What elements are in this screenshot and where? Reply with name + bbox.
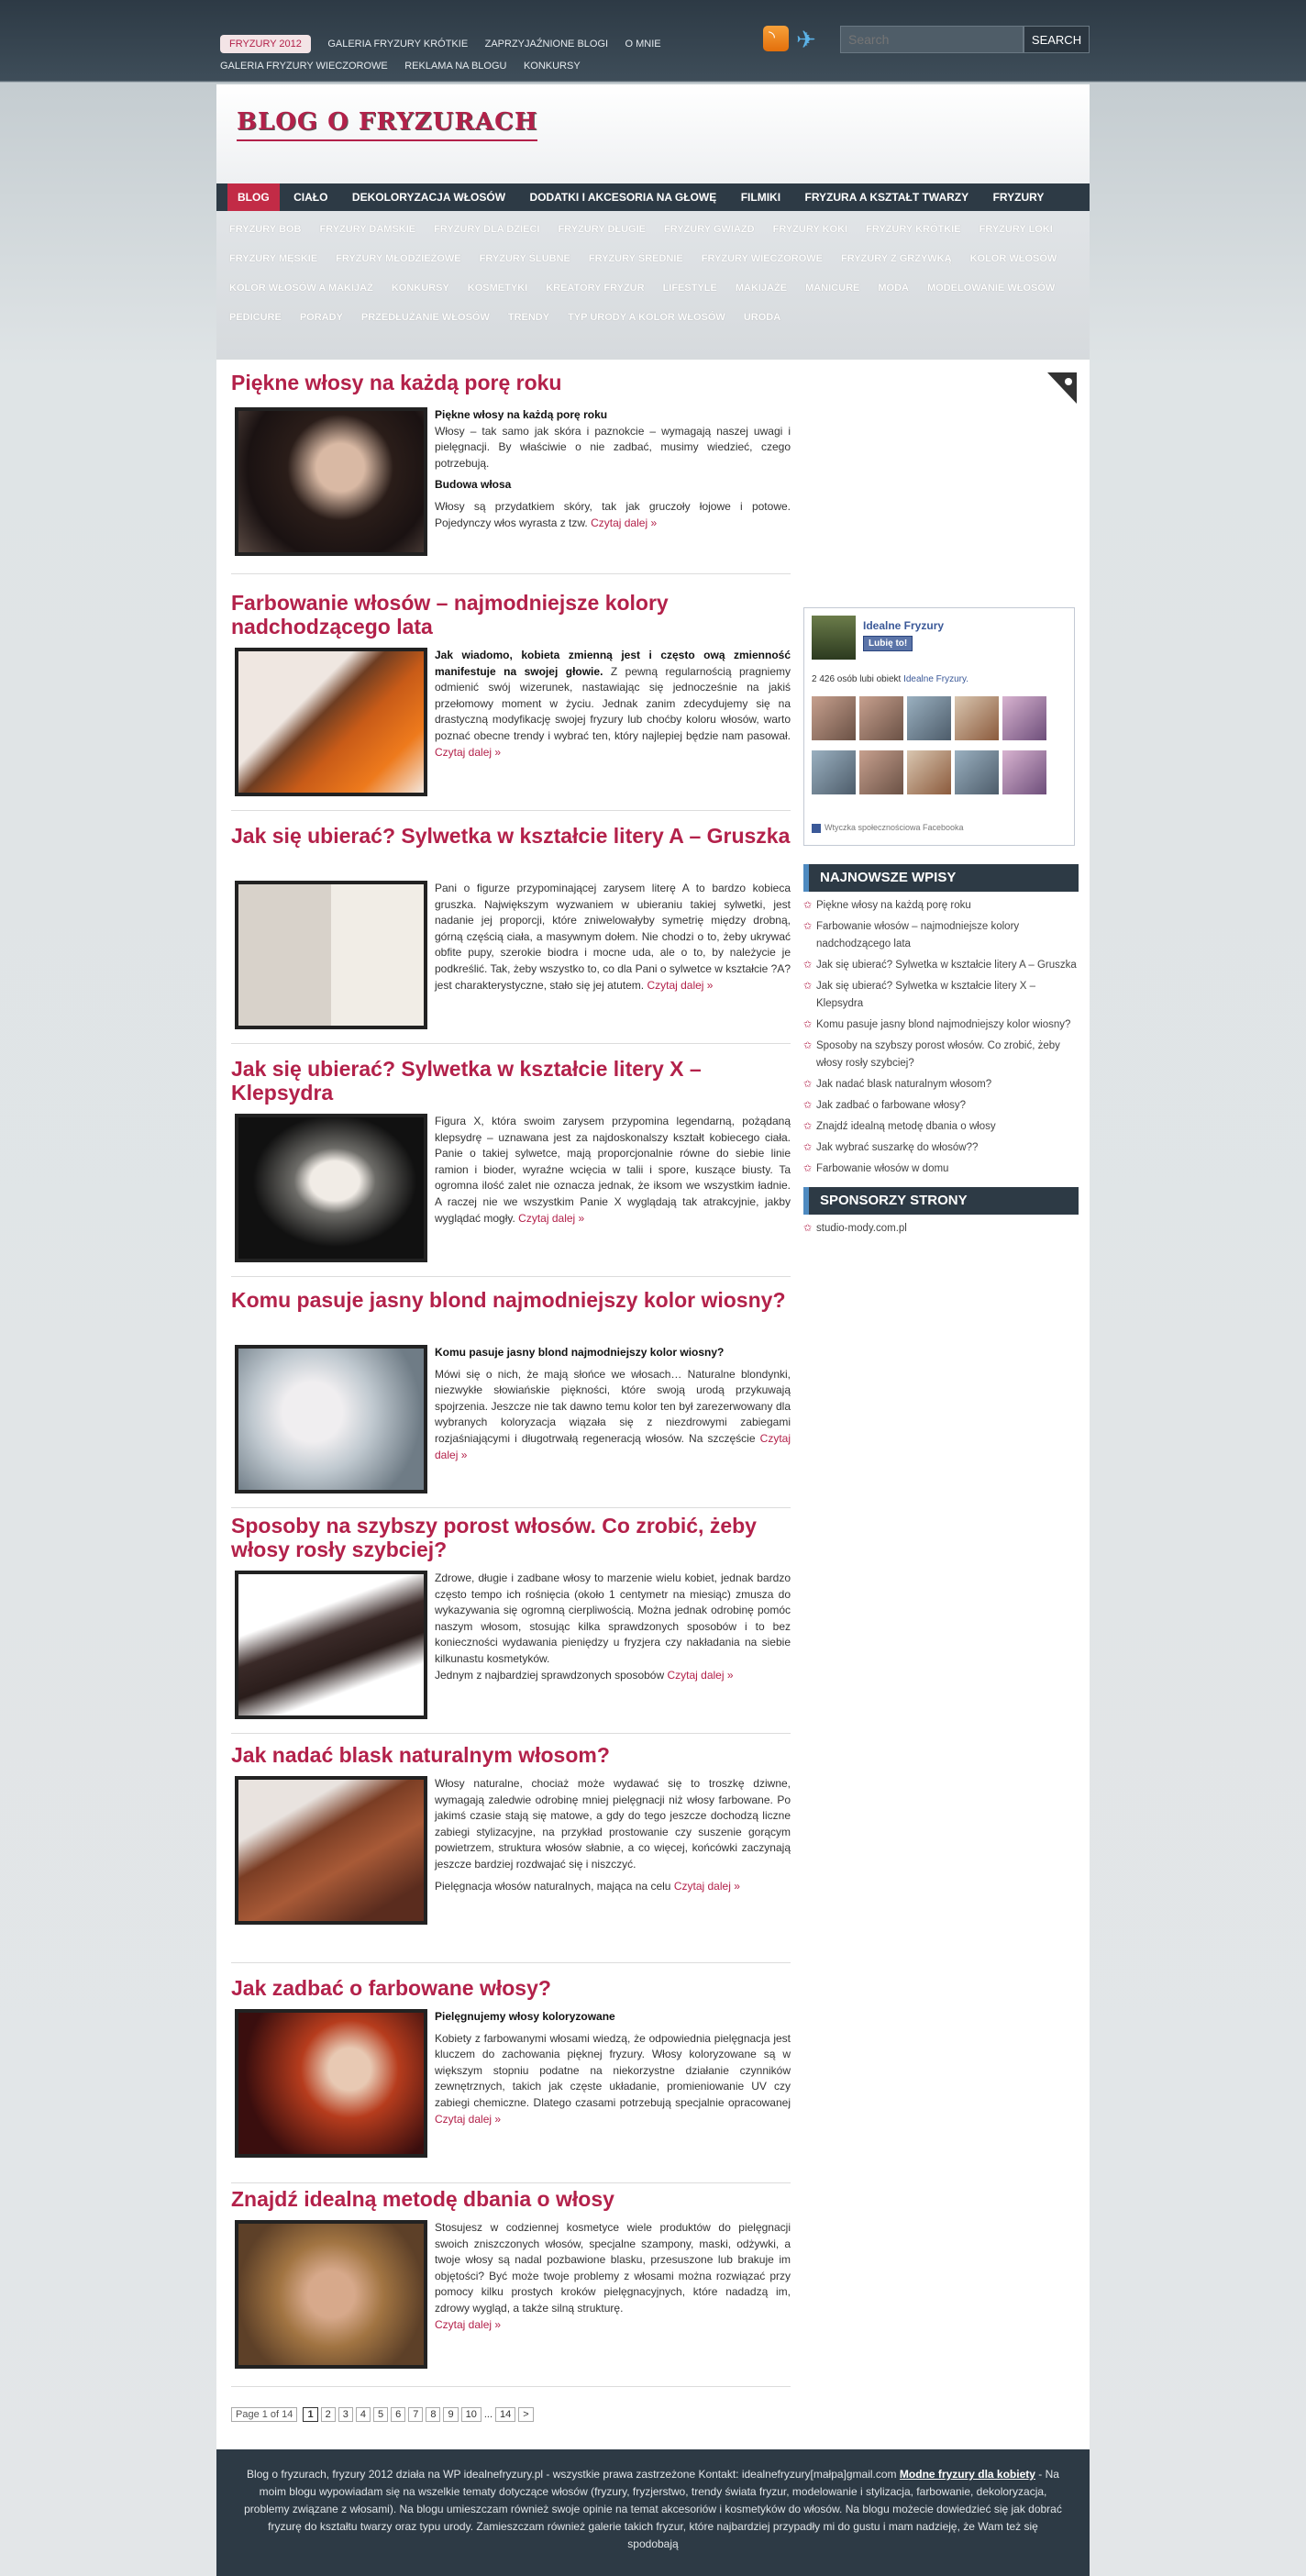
subnav-item[interactable]: FRYZURY MĘSKIE	[229, 253, 318, 264]
facebook-plugin-label: Wtyczka społecznościowa Facebooka	[825, 823, 964, 832]
post-thumbnail[interactable]	[235, 648, 427, 796]
recent-post-link[interactable]: ✩ Piękne włosy na każdą porę roku	[803, 897, 1079, 915]
post-body: Z pewną regularnością pragniemy odmienić swój wizerunek, nastawiając się jednocześnie na jakiś przełomowy moment w życiu. Jednak zanim zdecydujemy się na drastyczną modyfikację swojej fryzury lub choćby koloru włosów, warto poznać obecne trendy i wybrać ten, który najlepiej będzie nam pasował.	[435, 664, 791, 742]
subnav-item[interactable]: PEDICURE	[229, 312, 282, 323]
site-header	[216, 84, 1090, 183]
footer-link[interactable]: Modne fryzury dla kobiety	[899, 2468, 1035, 2481]
rss-icon[interactable]	[763, 26, 789, 51]
fan-avatar[interactable]	[1002, 750, 1046, 794]
sponsors-widget	[803, 1187, 1079, 1238]
post-item	[231, 591, 791, 811]
primary-nav	[216, 183, 1090, 211]
nav-dekoloryzacja[interactable]: DEKOLORYZACJA WŁOSÓW	[351, 191, 506, 204]
post-excerpt	[435, 2220, 791, 2338]
pagination	[231, 2407, 537, 2422]
post-lead: Jak wiadomo, kobieta zmienną jest i często ową zmienność manifestuje na swojej głowie.	[435, 649, 791, 678]
post-title[interactable]: Komu pasuje jasny blond najmodniejszy kolor wiosny?	[231, 1288, 786, 1312]
recent-post-link[interactable]: ✩ Sposoby na szybszy porost włosów. Co zrobić, żeby włosy rosły szybciej?	[803, 1038, 1079, 1072]
top-bar	[216, 26, 1090, 81]
post-body: Mówi się o nich, że mają słońce we włosach… Naturalne blondynki, niezwykłe słowiańskie piękności, które swoją urodą przykuwają spojrzenia. Jeszcze nie tak dawno temu kolor ten był zarezerwowany dla wybranych koloryzacja wiązała się z niezdrowymi zabiegami rozjaśniającymi i długotrwałą regeneracją włosów. Na szczęście	[435, 1367, 791, 1445]
post-excerpt	[435, 2009, 791, 2133]
post-thumbnail[interactable]	[235, 1776, 427, 1925]
post-lead: Pielęgnujemy włosy koloryzowane	[435, 2010, 615, 2023]
post-body: Figura X, która swoim zarysem przypomina legendarną, pożądaną klepsydrę – uznawana jest za najdoskonalszy kształt kobiecego ciała. Panie o takiej sylwetce, mają proporcjonalnie równe do siebie linie ramion i bioder, wyraźne wcięcia w talii i spore, kuszące biusty. Ta ogromna ilość zalet nie oznacza jednak, że iksom we wszystkim ładnie. A raczej nie we wszystkim Panie X wyglądają tak atrakcyjnie, jakby wyglądać mogły.	[435, 1115, 791, 1225]
post-excerpt	[435, 407, 791, 537]
subnav-item[interactable]: URODA	[743, 312, 781, 323]
post-title[interactable]: Jak nadać blask naturalnym włosom?	[231, 1743, 610, 1767]
read-more-link[interactable]: Czytaj dalej »	[667, 1668, 734, 1682]
post-excerpt	[435, 1776, 791, 1900]
subnav-item[interactable]: FRYZURY MŁODZIEŻOWE	[336, 253, 461, 264]
social-icons	[763, 26, 824, 53]
subnav-item[interactable]: FRYZURY DLA DZIECI	[434, 224, 540, 235]
fan-avatar[interactable]	[1002, 696, 1046, 740]
pagination-page[interactable]: 4	[356, 2407, 371, 2422]
post-title[interactable]: Znajdź idealną metodę dbania o włosy	[231, 2187, 614, 2211]
read-more-link[interactable]: Czytaj dalej »	[435, 2317, 502, 2331]
post-body: Włosy – tak samo jak skóra i paznokcie – wymagają naszej uwagi i pielęgnacji. By właściwie o nie zadbać, musimy wiedzieć, czego potrzebują.	[435, 424, 791, 470]
site-footer	[216, 2449, 1090, 2576]
post-title[interactable]: Jak się ubierać? Sylwetka w kształcie litery X – Klepsydra	[231, 1057, 702, 1105]
read-more-link[interactable]: Czytaj dalej »	[591, 516, 658, 529]
fan-avatar[interactable]	[907, 750, 951, 794]
recent-posts-widget	[803, 864, 1079, 1178]
facebook-count-text: 2 426 osób lubi obiekt	[812, 674, 902, 684]
topnav-fryzury-2012[interactable]: FRYZURY 2012	[220, 35, 311, 53]
read-more-link[interactable]: Czytaj dalej »	[647, 978, 714, 992]
recent-post-link[interactable]: ✩ Farbowanie włosów w domu	[803, 1160, 1079, 1178]
nav-cialo[interactable]: CIAŁO	[293, 191, 328, 204]
fan-avatar[interactable]	[907, 696, 951, 740]
subnav-item[interactable]: MODELOWANIE WŁOSÓW	[926, 283, 1056, 294]
topnav-konkursy[interactable]: KONKURSY	[523, 61, 581, 72]
nav-dodatki[interactable]: DODATKI I AKCESORIA NA GŁOWĘ	[529, 191, 717, 204]
post-excerpt	[435, 881, 791, 999]
topnav-galeria-krotkie[interactable]: GALERIA FRYZURY KRÓTKIE	[327, 39, 469, 50]
post-item	[231, 1976, 791, 2183]
sidebar	[803, 607, 1079, 1241]
post-thumbnail[interactable]	[235, 881, 427, 1029]
post-thumbnail[interactable]	[235, 1345, 427, 1493]
site-logo[interactable]: BLOG O FRYZURACH	[237, 108, 538, 136]
read-more-link[interactable]: Czytaj dalej »	[435, 1431, 791, 1461]
post-title[interactable]: Jak zadbać o farbowane włosy?	[231, 1976, 551, 2000]
recent-post-link[interactable]: ✩ Znajdź idealną metodę dbania o włosy	[803, 1118, 1079, 1136]
post-title[interactable]: Sposoby na szybszy porost włosów. Co zrobić, żeby włosy rosły szybciej?	[231, 1514, 757, 1561]
post-item	[231, 1743, 791, 1963]
recent-post-link[interactable]: ✩ Jak nadać blask naturalnym włosom?	[803, 1076, 1079, 1094]
post-thumbnail[interactable]	[235, 407, 427, 556]
recent-post-link[interactable]: ✩ Jak się ubierać? Sylwetka w kształcie litery X – Klepsydra	[803, 978, 1079, 1013]
post-item	[231, 1514, 791, 1734]
topnav-reklama[interactable]: REKLAMA NA BLOGU	[404, 61, 507, 72]
nav-fryzura-ksztalt[interactable]: FRYZURA A KSZTAŁT TWARZY	[804, 191, 969, 204]
pagination-page[interactable]: 9	[443, 2407, 458, 2422]
pagination-page[interactable]: 7	[408, 2407, 423, 2422]
read-more-link[interactable]: Czytaj dalej »	[518, 1211, 585, 1225]
search-input[interactable]	[840, 26, 1024, 53]
post-thumbnail[interactable]	[235, 2009, 427, 2158]
recent-post-link[interactable]: ✩ Jak się ubierać? Sylwetka w kształcie litery A – Gruszka	[803, 957, 1079, 974]
post-thumbnail[interactable]	[235, 2220, 427, 2369]
fan-avatar[interactable]	[812, 750, 856, 794]
post-item	[231, 824, 791, 1044]
post-excerpt	[435, 1571, 791, 1689]
fan-avatar[interactable]	[859, 750, 903, 794]
twitter-bird-icon[interactable]: ✈	[796, 26, 816, 53]
facebook-like-button[interactable]: Lubię to!	[863, 636, 913, 651]
subnav-item[interactable]: MAKIJAŻE	[735, 283, 788, 294]
post-body-2: Włosy są przydatkiem skóry, tak jak gruczoły łojowe i potowe. Pojedynczy włos wyrasta z tzw.	[435, 499, 791, 529]
post-body-2: Jednym z najbardziej sprawdzonych sposobów	[435, 1668, 665, 1682]
recent-post-link[interactable]: ✩ Farbowanie włosów – najmodniejsze kolory nadchodzącego lata	[803, 918, 1079, 953]
pagination-label: Page 1 of 14	[231, 2407, 297, 2422]
post-item	[231, 2187, 791, 2387]
pagination-page[interactable]: 10	[461, 2407, 481, 2422]
subnav-item[interactable]: TYP URODY A KOLOR WŁOSÓW	[568, 312, 725, 323]
subnav-item[interactable]: KONKURSY	[391, 283, 449, 294]
subnav-item[interactable]: FRYZURY WIECZOROWE	[701, 253, 823, 264]
subnav-item[interactable]: KREATORY FRYZUR	[546, 283, 645, 294]
post-item	[231, 371, 791, 574]
post-title[interactable]: Farbowanie włosów – najmodniejsze kolory nadchodzącego lata	[231, 591, 669, 638]
footer-text: Blog o fryzurach, fryzury 2012 działa na WP idealnefryzury.pl - wszystkie prawa zastrzeżone Kontakt: idealnefryzury[małpa]gmail.com	[247, 2468, 897, 2481]
facebook-plugin-note[interactable]	[812, 823, 964, 833]
post-title[interactable]: Piękne włosy na każdą porę roku	[231, 371, 562, 394]
post-body-2: Pielęgnacja włosów naturalnych, mająca na celu	[435, 1879, 671, 1893]
pagination-page[interactable]: 1	[303, 2407, 317, 2422]
subnav-item[interactable]: MODA	[878, 283, 909, 294]
pagination-next[interactable]: >	[518, 2407, 533, 2422]
nav-blog[interactable]: BLOG	[227, 183, 280, 211]
subnav-item[interactable]: LIFESTYLE	[662, 283, 717, 294]
facebook-like-count	[812, 674, 968, 684]
search-form	[840, 26, 1090, 53]
post-lead: Komu pasuje jasny blond najmodniejszy kolor wiosny?	[435, 1346, 725, 1359]
top-nav	[220, 33, 734, 77]
nav-filmiki[interactable]: FILMIKI	[740, 191, 781, 204]
read-more-link[interactable]: Czytaj dalej »	[435, 745, 502, 759]
post-excerpt	[435, 648, 791, 766]
subnav-item[interactable]: FRYZURY GWIAZD	[664, 224, 755, 235]
post-body: Kobiety z farbowanymi włosami wiedzą, że odpowiednia pielęgnacja jest kluczem do zachowania pięknej fryzury. Włosy koloryzowane są w większym stopniu podatne na niekorzystne działanie czynników zewnętrznych, takich jak częste układanie, promieniowanie UV czy zabiegi chemiczne. Dlatego czasami potrzebują specjalnie opracowanej	[435, 2031, 791, 2109]
topnav-galeria-wieczorowe[interactable]: GALERIA FRYZURY WIECZOROWE	[220, 61, 388, 72]
read-more-link[interactable]: Czytaj dalej »	[435, 2112, 502, 2126]
nav-fryzury[interactable]: FRYZURY	[992, 191, 1045, 204]
post-lead: Piękne włosy na każdą porę roku	[435, 408, 608, 421]
subnav-item[interactable]: TRENDY	[507, 312, 550, 323]
recent-post-link[interactable]: ✩ Komu pasuje jasny blond najmodniejszy kolor wiosny?	[803, 1016, 1079, 1034]
subnav-item[interactable]: FRYZURY BOB	[229, 224, 302, 235]
subnav-item[interactable]: MANICURE	[805, 283, 860, 294]
post-thumbnail[interactable]	[235, 1571, 427, 1719]
post-thumbnail[interactable]	[235, 1114, 427, 1262]
pagination-page[interactable]: 3	[338, 2407, 353, 2422]
fan-avatar[interactable]	[859, 696, 903, 740]
pagination-page[interactable]: 8	[426, 2407, 440, 2422]
recent-post-link[interactable]: ✩ Jak zadbać o farbowane włosy?	[803, 1097, 1079, 1115]
post-body: Włosy naturalne, chociaż może wydawać się to troszkę dziwne, wymagają zaledwie odrobinę mniej pielęgnacji niż włosy farbowane. Po jakimś czasie stają się matowe, a gdy do tego jeszcze dochodzą liczne zabiegi stylizacyjne, na przykład prostowanie czy suszenie gorącym powietrzem, struktura włosów słabnie, a co więcej, końcówki zaczynają jeszcze bardziej rozdwajać się i niszczyć.	[435, 1777, 791, 1871]
content-area	[216, 360, 1090, 2449]
subnav-item[interactable]: KOLOR WŁOSÓW	[969, 253, 1057, 264]
facebook-like-box	[803, 607, 1075, 846]
post-item	[231, 1057, 791, 1277]
facebook-fans	[812, 696, 1068, 805]
subnav-item[interactable]: FRYZURY Z GRZYWKĄ	[840, 253, 952, 264]
footer-text-2: - Na moim blogu wypowiadam się na wszelkie tematy dotyczące włosów (fryzury, fryzjerstwo, trendy świata fryzur, modelowanie i stylizacja, farbowanie, dekoloryzacja, problemy związane z włosami). Na blogu umieszczam również swoje opinie na temat akcesoriów i kosmetyków do włosów. Na blogu możecie dowiedzieć się jak dobrać fryzurę do kształtu twarzy oraz typu urody. Zamieszczam również galerie takich fryzur, które najbardziej przypadły mi do gustu i mam nadzieję, że Wam też się spodobają	[244, 2468, 1062, 2550]
subnav-item[interactable]: FRYZURY ŚREDNIE	[588, 253, 683, 264]
facebook-count-link[interactable]: Idealne Fryzury.	[903, 674, 969, 684]
secondary-nav	[216, 211, 1090, 332]
post-item	[231, 1288, 791, 1508]
fan-avatar[interactable]	[812, 696, 856, 740]
post-subheading: Budowa włosa	[435, 478, 512, 492]
subnav-item[interactable]: FRYZURY ŚLUBNE	[479, 253, 570, 264]
facebook-avatar[interactable]	[812, 616, 856, 660]
widget-title: NAJNOWSZE WPISY	[803, 864, 1079, 892]
subnav-item[interactable]: FRYZURY KRÓTKIE	[866, 224, 961, 235]
post-body: Pani o figurze przypominającej zarysem literę A to bardzo kobieca gruszka. Największym wyzwaniem w ubieraniu takiej sylwetki, jest nadanie jej proporcji, które zniwelowałyby symetrię między drobną, górną częścią ciała, a masywnym dołem. Nie chodzi o to, żeby ukrywać obfite pupy, szerokie biodra i mocne uda, ale o to, by należycie je podkreślić. Tak, żeby wszystko to, co dla Pani o sylwetce w kształcie ?A? jest charakterystyczne, stało się jej atutem.	[435, 882, 791, 992]
facebook-page-name[interactable]: Idealne Fryzury	[863, 619, 945, 632]
subnav-item[interactable]: FRYZURY LOKI	[979, 224, 1053, 235]
widget-title: SPONSORZY STRONY	[803, 1187, 1079, 1215]
post-excerpt	[435, 1345, 791, 1469]
subnav-item[interactable]: PORADY	[299, 312, 343, 323]
fan-avatar[interactable]	[955, 696, 999, 740]
pagination-page: ...	[483, 2409, 493, 2420]
subnav-item[interactable]: KOSMETYKI	[467, 283, 528, 294]
main-nav	[216, 183, 1090, 360]
pagination-page[interactable]: 6	[391, 2407, 405, 2422]
recent-post-link[interactable]: ✩ Jak wybrać suszarkę do włosów??	[803, 1139, 1079, 1157]
search-button[interactable]: SEARCH	[1024, 26, 1090, 53]
topnav-o-mnie[interactable]: O MNIE	[625, 39, 661, 50]
sponsors-list	[803, 1215, 1079, 1238]
subnav-item[interactable]: PRZEDŁUŻANIE WŁOSÓW	[360, 312, 490, 323]
page-curl-icon	[1047, 372, 1077, 404]
post-title[interactable]: Jak się ubierać? Sylwetka w kształcie litery A – Gruszka	[231, 824, 791, 848]
subnav-item[interactable]: FRYZURY DŁUGIE	[558, 224, 646, 235]
post-body: Zdrowe, długie i zadbane włosy to marzenie wielu kobiet, jednak bardzo często tempo ich rośnięcia (około 1 centymetr na miesiąc) zmusza do wykazywania się ogromną cierpliwością. Można jednak odrobinę pomóc naszym włosom, stosując kilka sprawdzonych sposobów i to bez konieczności wydawania pieniędzy u fryzjera czy nakładania na siebie kilkunastu kosmetyków.	[435, 1571, 791, 1665]
fan-avatar[interactable]	[955, 750, 999, 794]
subnav-item[interactable]: FRYZURY KOKI	[772, 224, 848, 235]
pagination-page[interactable]: 2	[321, 2407, 336, 2422]
read-more-link[interactable]: Czytaj dalej »	[673, 1879, 740, 1893]
pagination-page[interactable]: 14	[495, 2407, 515, 2422]
topnav-zaprzyjaznione-blogi[interactable]: ZAPRZYJAŹNIONE BLOGI	[484, 39, 609, 50]
recent-posts-list	[803, 892, 1079, 1178]
subnav-item[interactable]: KOLOR WŁOSÓW A MAKIJAŻ	[229, 283, 373, 294]
facebook-icon	[812, 824, 821, 833]
subnav-item[interactable]: FRYZURY DAMSKIE	[319, 224, 416, 235]
sponsor-link[interactable]: ✩ studio-mody.com.pl	[803, 1220, 1079, 1238]
pagination-page[interactable]: 5	[373, 2407, 388, 2422]
post-excerpt	[435, 1114, 791, 1232]
post-body: Stosujesz w codziennej kosmetyce wiele produktów do pielęgnacji swoich zniszczonych włosów, specjalne szampony, maski, odżywki, a twoje włosy są nadal pozbawione blasku, przesuszone lub brakuje im objętości? Być może twoje problemy z włosami można rozwiązać przy pomocy kilku prostych kroków pielęgnacyjnych, które nadadzą im, zdrowy wygląd, a także silną strukturę.	[435, 2221, 791, 2315]
